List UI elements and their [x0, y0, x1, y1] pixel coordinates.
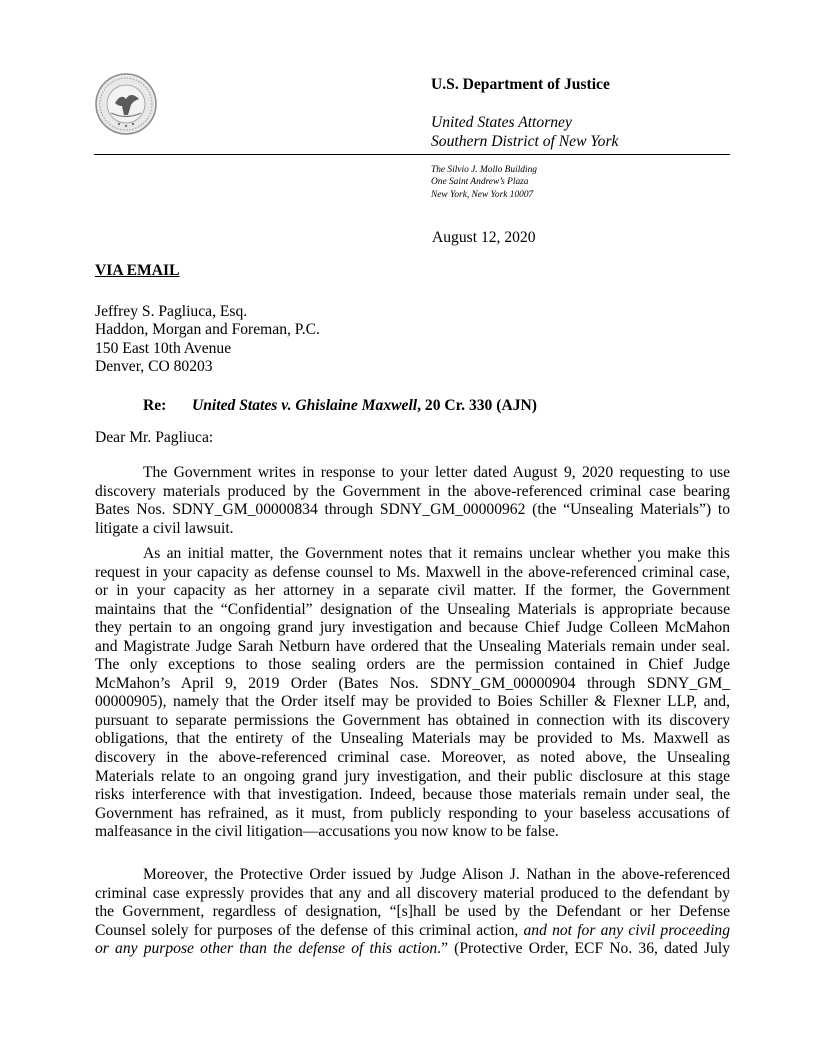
case-name: United States v. Ghislaine Maxwell	[192, 397, 418, 414]
letter-date: August 12, 2020	[432, 229, 536, 246]
body-line: Government has refrained, as it must, from publicly responding to your baseless accusations of	[95, 804, 730, 822]
body-line: McMahon’s April 9, 2019 Order (Bates Nos. SDNY_GM_00000904 through SDNY_GM_	[95, 674, 730, 692]
address-line-1: The Silvio J. Mollo Building	[431, 165, 537, 175]
body-line: or in your capacity as her attorney in a separate civil matter. If the former, the Government	[95, 582, 730, 600]
letterhead-divider	[94, 154, 730, 155]
body-line: discovery materials produced by the Government in the above-referenced criminal case bearing	[95, 482, 730, 500]
case-number: , 20 Cr. 330 (AJN)	[417, 397, 537, 414]
re-label: Re:	[143, 397, 167, 414]
office-address	[431, 164, 537, 201]
body-line: discovery in the above-referenced criminal case. Moreover, as noted above, the Unsealing	[95, 749, 730, 767]
body-line: pursuant to separate permissions the Government has obtained in connection with its discovery	[95, 711, 730, 729]
body-line: criminal case expressly provides that any and all discovery material produced to the defendant by	[95, 884, 730, 902]
body-text: Counsel solely for purposes of the defense of this criminal action,	[95, 921, 524, 939]
addressee-block	[95, 303, 320, 377]
body-line: Moreover, the Protective Order issued by Judge Alison J. Nathan in the above-referenced	[143, 866, 730, 883]
body-line: and Magistrate Judge Sarah Netburn have ordered that the Unsealing Materials remain under seal.	[95, 637, 730, 655]
body-line: As an initial matter, the Government notes that it remains unclear whether you make this	[143, 545, 730, 562]
office-name	[431, 113, 618, 151]
body-line: Bates Nos. SDNY_GM_00000834 through SDNY_GM_00000962 (the “Unsealing Materials”) to	[95, 501, 730, 519]
addressee-city: Denver, CO 80203	[95, 358, 213, 376]
delivery-method: VIA EMAIL	[95, 262, 180, 279]
body-line: The Government writes in response to your letter dated August 9, 2020 requesting to use	[143, 464, 730, 481]
body-line: 00000905), namely that the Order itself may be provided to Boies Schiller & Flexner LLP, and,	[95, 693, 730, 711]
body-line: maintains that the “Confidential” designation of the Unsealing Materials is appropriate because	[95, 600, 730, 618]
citation-text: .” (Protective Order, ECF No. 36, dated July	[437, 940, 730, 958]
quoted-italic-text: and not for any civil proceeding	[523, 921, 730, 939]
addressee-firm: Haddon, Morgan and Foreman, P.C.	[95, 321, 320, 339]
body-line: risks interference with that investigation. Indeed, because those materials remain under seal, the	[95, 786, 730, 804]
body-line: malfeasance in the civil litigation—accusations you now know to be false.	[95, 823, 559, 841]
office-line-1: United States Attorney	[431, 114, 572, 131]
paragraph-2	[95, 545, 730, 842]
doj-seal-icon	[95, 73, 157, 135]
body-line: litigate a civil lawsuit.	[95, 519, 234, 537]
addressee-name: Jeffrey S. Pagliuca, Esq.	[95, 303, 248, 320]
quoted-italic-text: or any purpose other than the defense of this action	[95, 940, 438, 958]
salutation: Dear Mr. Pagliuca:	[95, 429, 214, 446]
body-line: The only exceptions to those sealing orders are the permission contained in Chief Judge	[95, 656, 730, 674]
body-line: the Government, regardless of designation, “[s]hall be used by the Defendant or her Defense	[95, 903, 730, 921]
body-line: they pertain to an ongoing grand jury investigation and because Chief Judge Colleen McMahon	[95, 619, 730, 637]
body-line: request in your capacity as defense counsel to Ms. Maxwell in the above-referenced criminal case,	[95, 563, 730, 581]
body-line	[95, 940, 730, 959]
re-line	[143, 397, 537, 415]
paragraph-3	[95, 866, 730, 959]
paragraph-1	[95, 464, 730, 538]
body-line: obligations, that the entirety of the Unsealing Materials may be provided to Ms. Maxwell as	[95, 730, 730, 748]
body-line: Materials relate to an ongoing grand jury investigation, and their public disclosure at this stage	[95, 767, 730, 785]
body-line	[95, 922, 730, 941]
office-line-2: Southern District of New York	[431, 133, 619, 150]
addressee-street: 150 East 10th Avenue	[95, 339, 232, 357]
address-line-3: New York, New York 10007	[431, 189, 534, 200]
department-name: U.S. Department of Justice	[431, 76, 610, 93]
address-line-2: One Saint Andrew’s Plaza	[431, 177, 529, 188]
